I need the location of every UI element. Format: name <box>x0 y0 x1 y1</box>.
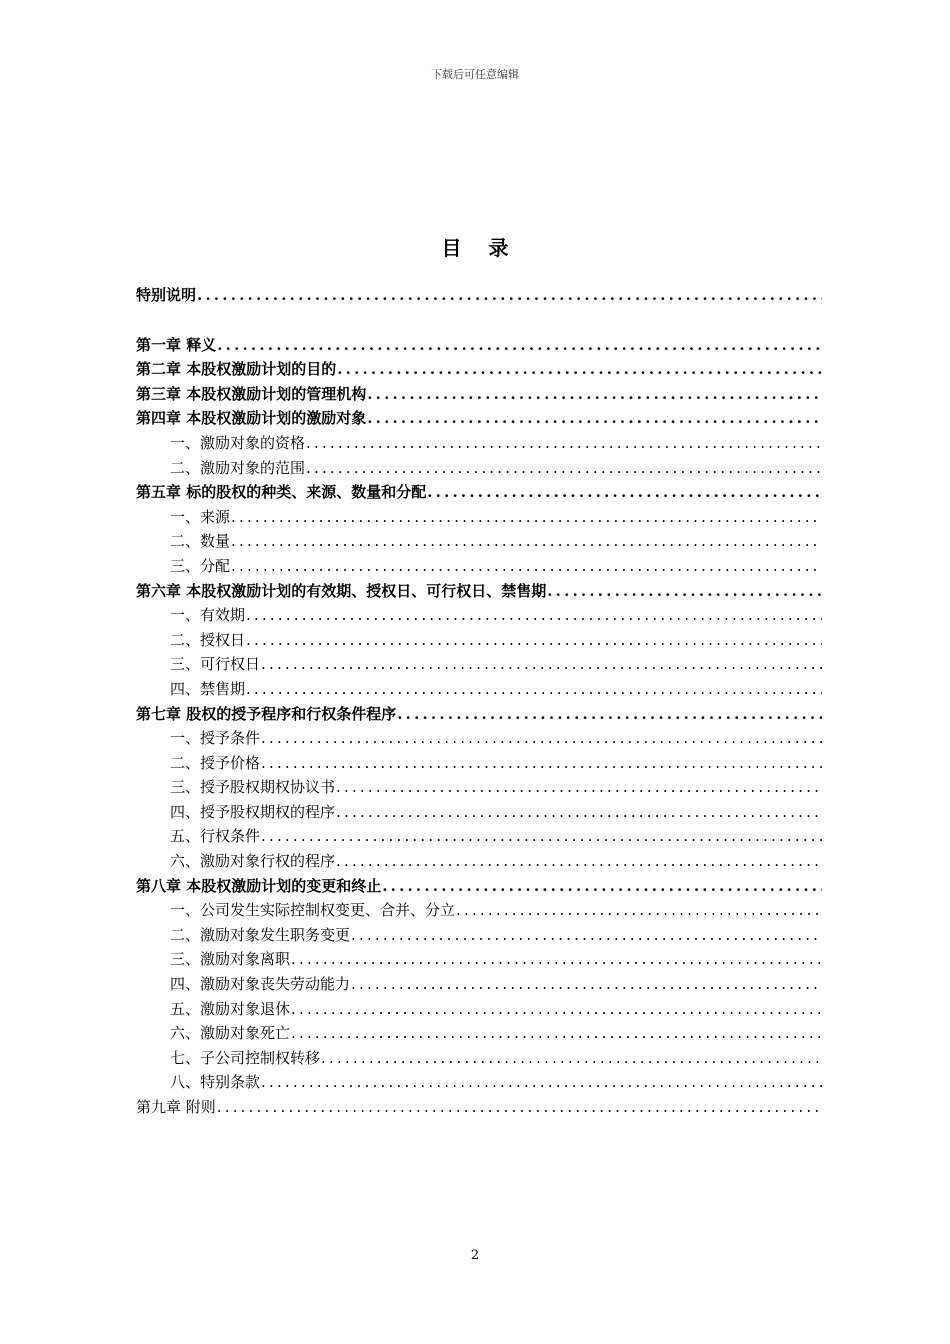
toc-entry-label: 二、授予价格 <box>170 753 261 772</box>
dot-leader <box>261 652 822 677</box>
toc-chapter-entry[interactable] <box>136 874 822 899</box>
page-header: 下载后可任意编辑 <box>431 68 519 81</box>
toc-section-entry[interactable] <box>136 726 822 751</box>
toc-entry-label: 六、激励对象行权的程序 <box>170 852 336 871</box>
toc-section-entry[interactable] <box>136 1070 822 1095</box>
toc-section-entry[interactable] <box>136 800 822 825</box>
toc-entry-label: 二、授权日 <box>170 630 246 649</box>
dot-leader <box>367 406 822 431</box>
dot-leader <box>321 1046 822 1071</box>
dot-leader <box>351 972 822 997</box>
toc-section-entry[interactable] <box>136 677 822 702</box>
dot-leader <box>382 874 822 899</box>
toc-entry-label: 二、激励对象的范围 <box>170 458 306 477</box>
toc-section-entry[interactable] <box>136 972 822 997</box>
toc-entry-label: 第四章 本股权激励计划的激励对象 <box>136 409 367 428</box>
dot-leader <box>261 751 822 776</box>
toc-entry-label: 一、来源 <box>170 507 231 526</box>
toc-entry-label: 五、行权条件 <box>170 827 261 846</box>
toc-entry-label: 第三章 本股权激励计划的管理机构 <box>136 384 367 403</box>
dot-leader <box>456 898 822 923</box>
toc-entry-label: 一、授予条件 <box>170 729 261 748</box>
dot-leader <box>291 997 822 1022</box>
toc-section-entry[interactable] <box>136 751 822 776</box>
toc-section-entry[interactable] <box>136 824 822 849</box>
dot-leader <box>261 726 822 751</box>
toc-section-entry[interactable] <box>136 1046 822 1071</box>
dot-leader <box>306 431 822 456</box>
toc-section-entry[interactable] <box>136 431 822 456</box>
toc-chapter-entry[interactable] <box>136 579 822 604</box>
dot-leader <box>351 923 822 948</box>
dot-leader <box>231 554 822 579</box>
toc-entry-label: 七、子公司控制权转移 <box>170 1048 321 1067</box>
toc-section-entry[interactable] <box>136 628 822 653</box>
toc-entry-label: 一、公司发生实际控制权变更、合并、分立 <box>170 901 456 920</box>
dot-leader <box>231 529 822 554</box>
toc-entry-label: 八、特别条款 <box>170 1073 261 1092</box>
dot-leader <box>427 480 822 505</box>
toc-section-entry[interactable] <box>136 529 822 554</box>
toc-entry-label: 二、激励对象发生职务变更 <box>170 925 351 944</box>
toc-entry-label: 第八章 本股权激励计划的变更和终止 <box>136 876 382 895</box>
dot-leader <box>306 456 822 481</box>
toc-section-entry[interactable] <box>136 456 822 481</box>
dot-leader <box>291 947 822 972</box>
toc-section-entry[interactable] <box>136 923 822 948</box>
dot-leader <box>246 603 822 628</box>
toc-section-entry[interactable] <box>136 849 822 874</box>
dot-leader <box>291 1021 822 1046</box>
dot-leader <box>217 333 822 358</box>
toc-entry-label: 第五章 标的股权的种类、来源、数量和分配 <box>136 483 427 502</box>
toc-entry-label: 特别说明 <box>136 286 197 304</box>
toc-title: 目 录 <box>441 236 519 260</box>
dot-leader <box>217 1095 822 1120</box>
toc-entry-label: 一、有效期 <box>170 606 246 625</box>
dot-leader <box>336 800 822 825</box>
toc-section-entry[interactable] <box>136 898 822 923</box>
page-number: 2 <box>470 1248 480 1263</box>
dot-leader <box>261 824 822 849</box>
toc-entry-label: 第七章 股权的授予程序和行权条件程序 <box>136 704 397 723</box>
toc-section-entry[interactable] <box>136 554 822 579</box>
dot-leader <box>246 677 822 702</box>
toc-entry-label: 三、授予股权期权协议书 <box>170 778 336 797</box>
toc-chapter-entry[interactable] <box>136 406 822 431</box>
dot-leader <box>197 283 822 308</box>
toc-chapter-entry[interactable] <box>136 480 822 505</box>
toc-section-entry[interactable] <box>136 997 822 1022</box>
toc-entry-label: 第二章 本股权激励计划的目的 <box>136 360 337 379</box>
toc-entry-label: 六、激励对象死亡 <box>170 1024 291 1043</box>
toc-entry-label: 四、授予股权期权的程序 <box>170 802 336 821</box>
dot-leader <box>336 775 822 800</box>
toc-section-entry[interactable] <box>136 1021 822 1046</box>
dot-leader <box>246 628 822 653</box>
toc-chapter-entry[interactable] <box>136 333 822 358</box>
toc-section-entry[interactable] <box>136 603 822 628</box>
dot-leader <box>231 505 822 530</box>
toc-chapter-entry[interactable] <box>136 1095 822 1120</box>
toc-chapter-entry[interactable] <box>136 382 822 407</box>
table-of-contents <box>136 283 822 1120</box>
toc-entry-label: 三、激励对象离职 <box>170 950 291 969</box>
toc-entry-label: 第六章 本股权激励计划的有效期、授权日、可行权日、禁售期 <box>136 581 547 600</box>
toc-entry-label: 第一章 释义 <box>136 335 217 354</box>
dot-leader <box>336 849 822 874</box>
toc-section-entry[interactable] <box>136 775 822 800</box>
dot-leader <box>397 702 822 727</box>
toc-entry-label: 三、分配 <box>170 556 231 575</box>
toc-section-entry[interactable] <box>136 947 822 972</box>
toc-entry-label: 五、激励对象退休 <box>170 999 291 1018</box>
dot-leader <box>547 579 822 604</box>
toc-entry-label: 四、禁售期 <box>170 679 246 698</box>
toc-entry-special[interactable] <box>136 283 822 308</box>
toc-section-entry[interactable] <box>136 505 822 530</box>
dot-leader <box>337 357 822 382</box>
toc-entries <box>136 333 822 1120</box>
toc-chapter-entry[interactable] <box>136 357 822 382</box>
toc-entry-label: 一、激励对象的资格 <box>170 433 306 452</box>
toc-chapter-entry[interactable] <box>136 702 822 727</box>
toc-entry-label: 二、数量 <box>170 532 231 551</box>
dot-leader <box>367 382 822 407</box>
toc-entry-label: 四、激励对象丧失劳动能力 <box>170 975 351 994</box>
toc-section-entry[interactable] <box>136 652 822 677</box>
dot-leader <box>261 1070 822 1095</box>
toc-entry-label: 三、可行权日 <box>170 655 261 674</box>
toc-entry-label: 第九章 附则 <box>136 1098 216 1116</box>
